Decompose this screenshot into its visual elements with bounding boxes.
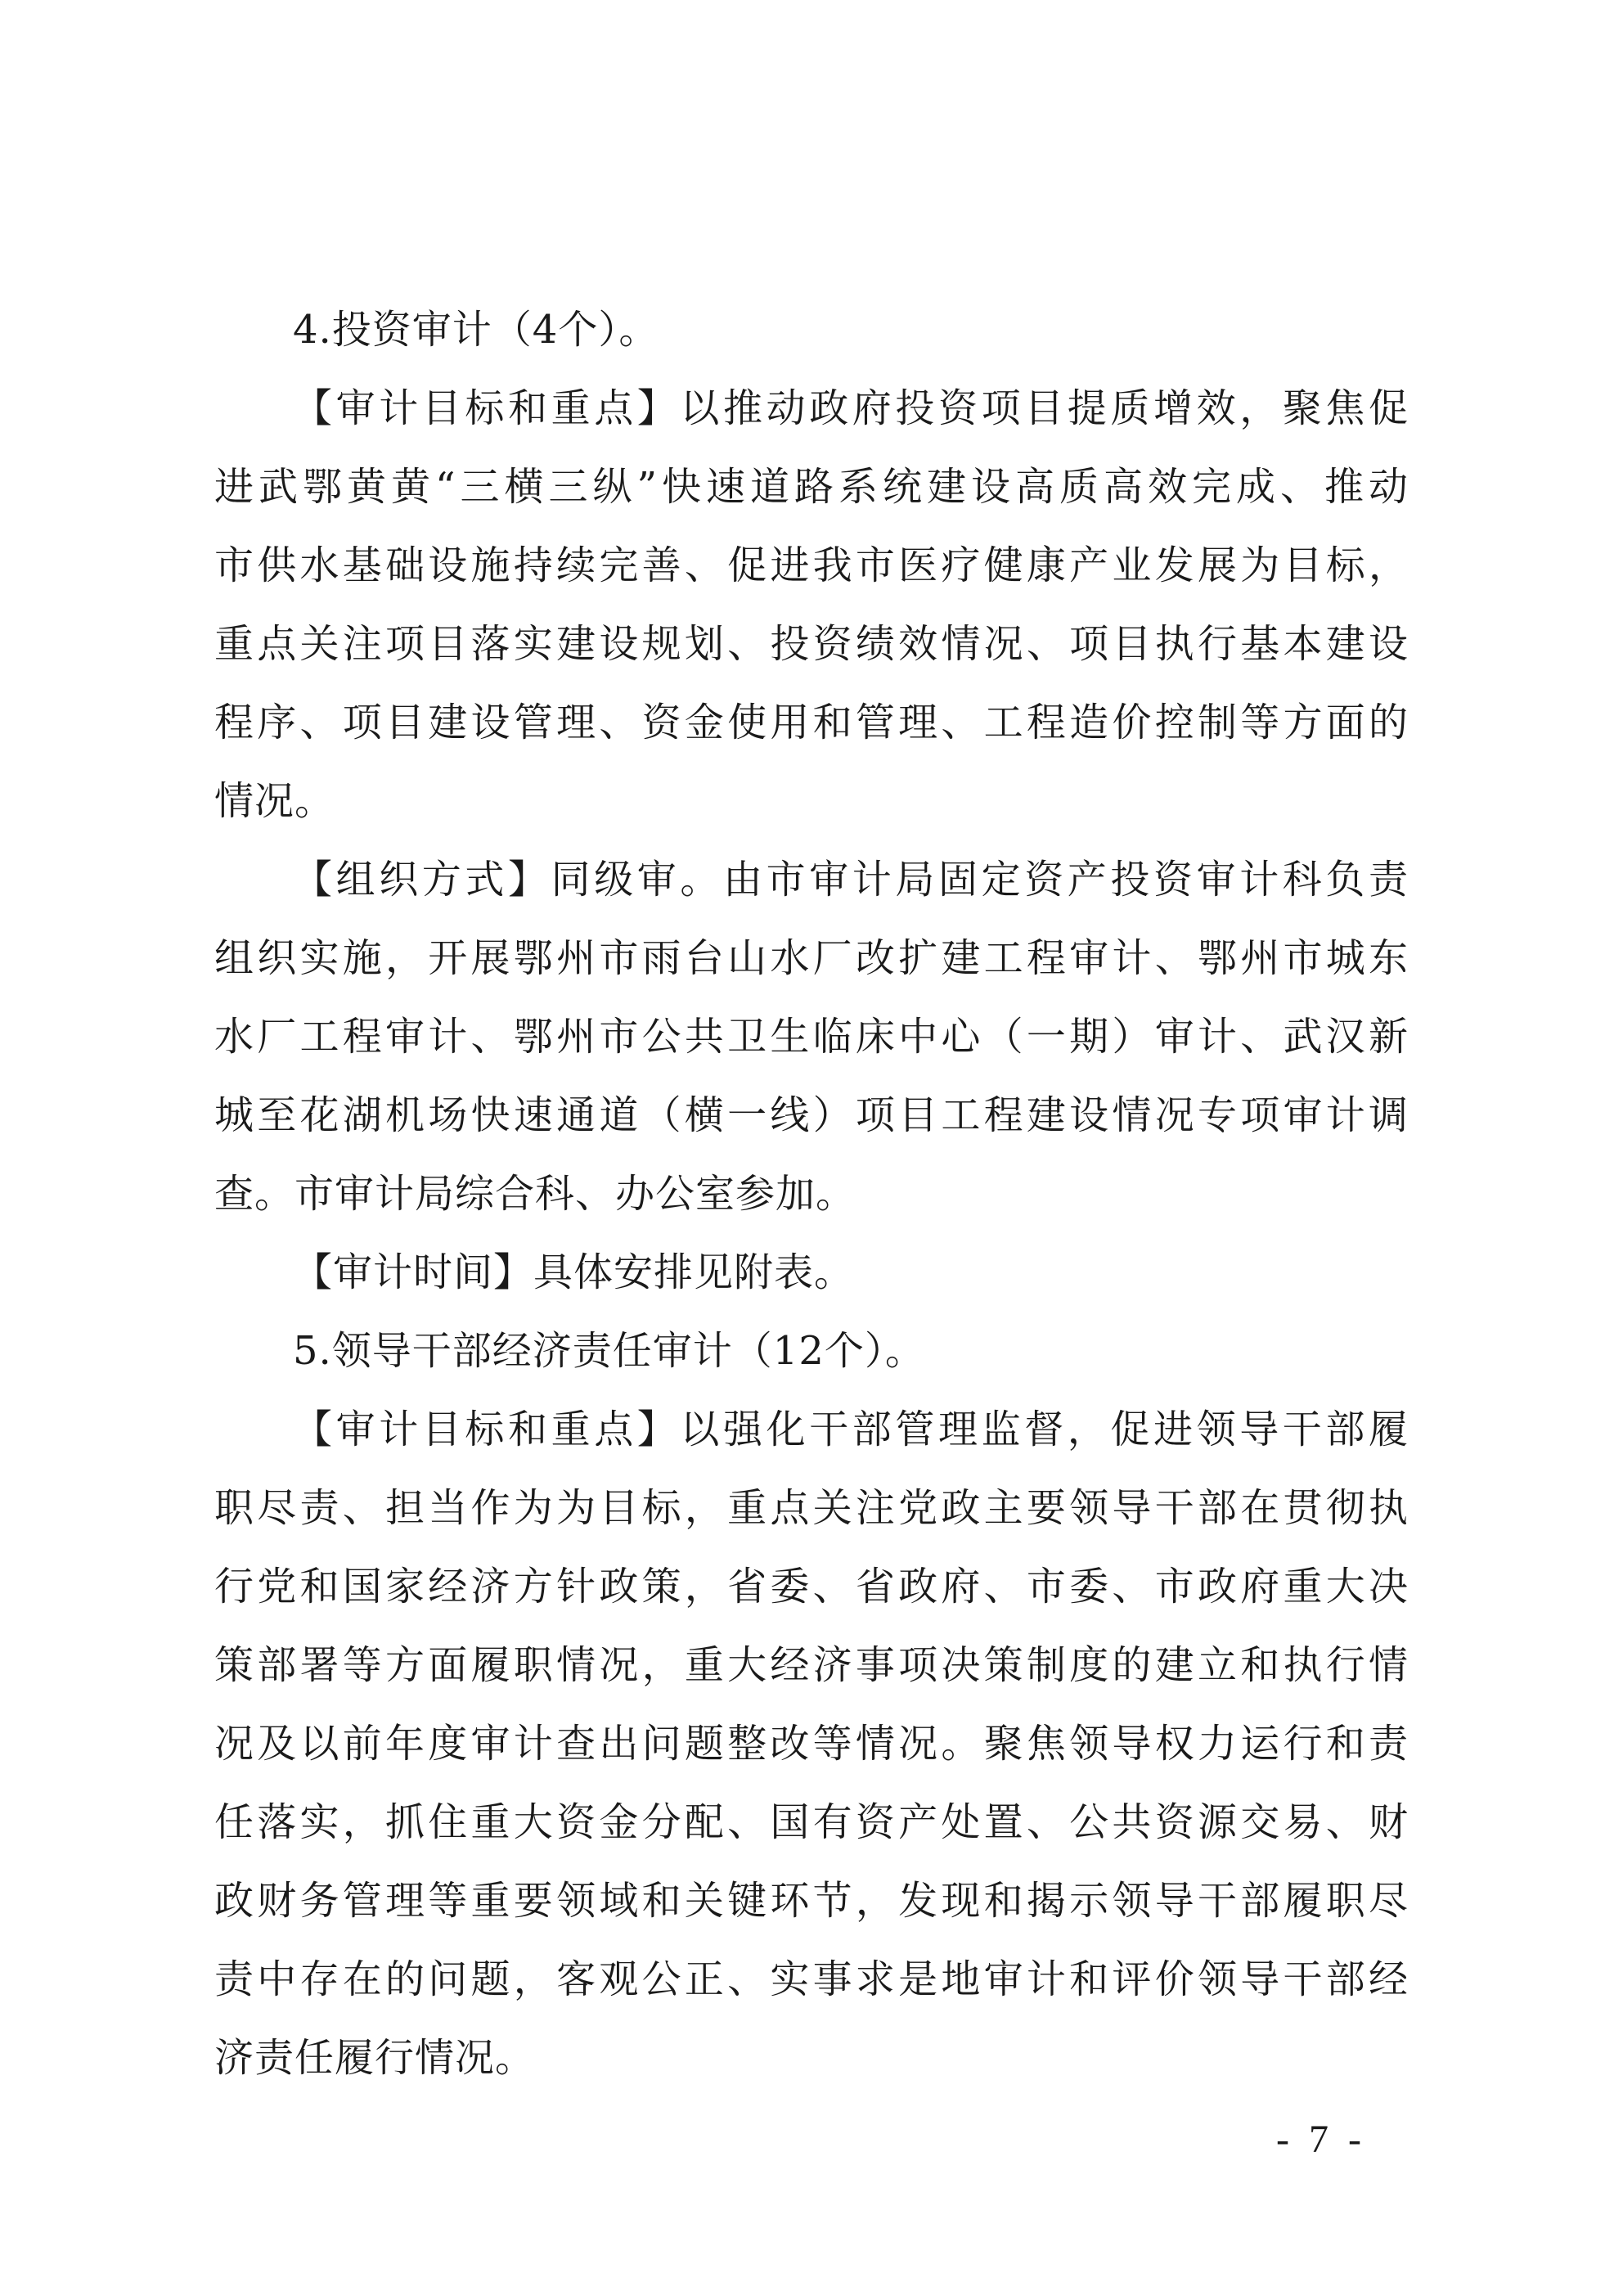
text-line: 责中存在的问题，客观公正、实事求是地审计和评价领导干部经 — [214, 1956, 1409, 2002]
text-line: 况及以前年度审计查出问题整改等情况。聚焦领导权力运行和责 — [214, 1721, 1409, 1767]
text-line: 职尽责、担当作为为目标，重点关注党政主要领导干部在贯彻执 — [214, 1485, 1409, 1531]
text-line: 【审计目标和重点】以推动政府投资项目提质增效，聚焦促 — [293, 385, 1409, 431]
text-line: 情况。 — [214, 778, 335, 824]
text-line: 市供水基础设施持续完善、促进我市医疗健康产业发展为目标， — [214, 542, 1409, 588]
text-line: 行党和国家经济方针政策，省委、省政府、市委、市政府重大决 — [214, 1564, 1409, 1609]
page-number: - 7 - — [1276, 2118, 1366, 2161]
document-body — [214, 290, 1409, 2097]
text-line: 程序、项目建设管理、资金使用和管理、工程造价控制等方面的 — [214, 700, 1409, 745]
text-line: 政财务管理等重要领域和关键环节，发现和揭示领导干部履职尽 — [214, 1878, 1409, 1924]
text-line: 水厂工程审计、鄂州市公共卫生临床中心（一期）审计、武汉新 — [214, 1014, 1409, 1060]
text-line: 组织实施，开展鄂州市雨台山水厂改扩建工程审计、鄂州市城东 — [214, 935, 1409, 981]
text-line: 济责任履行情况。 — [214, 2035, 536, 2081]
text-line: 【组织方式】同级审。由市审计局固定资产投资审计科负责 — [293, 857, 1409, 903]
text-line: 【审计时间】具体安排见附表。 — [293, 1249, 855, 1295]
text-line: 查。市审计局综合科、办公室参加。 — [214, 1171, 856, 1217]
text-line: 策部署等方面履职情况，重大经济事项决策制度的建立和执行情 — [214, 1642, 1409, 1688]
text-line: 4.投资审计（4个）。 — [293, 307, 659, 353]
text-line: 5.领导干部经济责任审计（12个）。 — [293, 1328, 925, 1374]
text-line: 进武鄂黄黄“三横三纵”快速道路系统建设高质高效完成、推动 — [214, 464, 1409, 510]
text-line: 城至花湖机场快速通道（横一线）项目工程建设情况专项审计调 — [214, 1092, 1409, 1138]
text-line: 【审计目标和重点】以强化干部管理监督，促进领导干部履 — [293, 1407, 1409, 1452]
text-line: 重点关注项目落实建设规划、投资绩效情况、项目执行基本建设 — [214, 621, 1409, 667]
text-line: 任落实，抓住重大资金分配、国有资产处置、公共资源交易、财 — [214, 1799, 1409, 1845]
